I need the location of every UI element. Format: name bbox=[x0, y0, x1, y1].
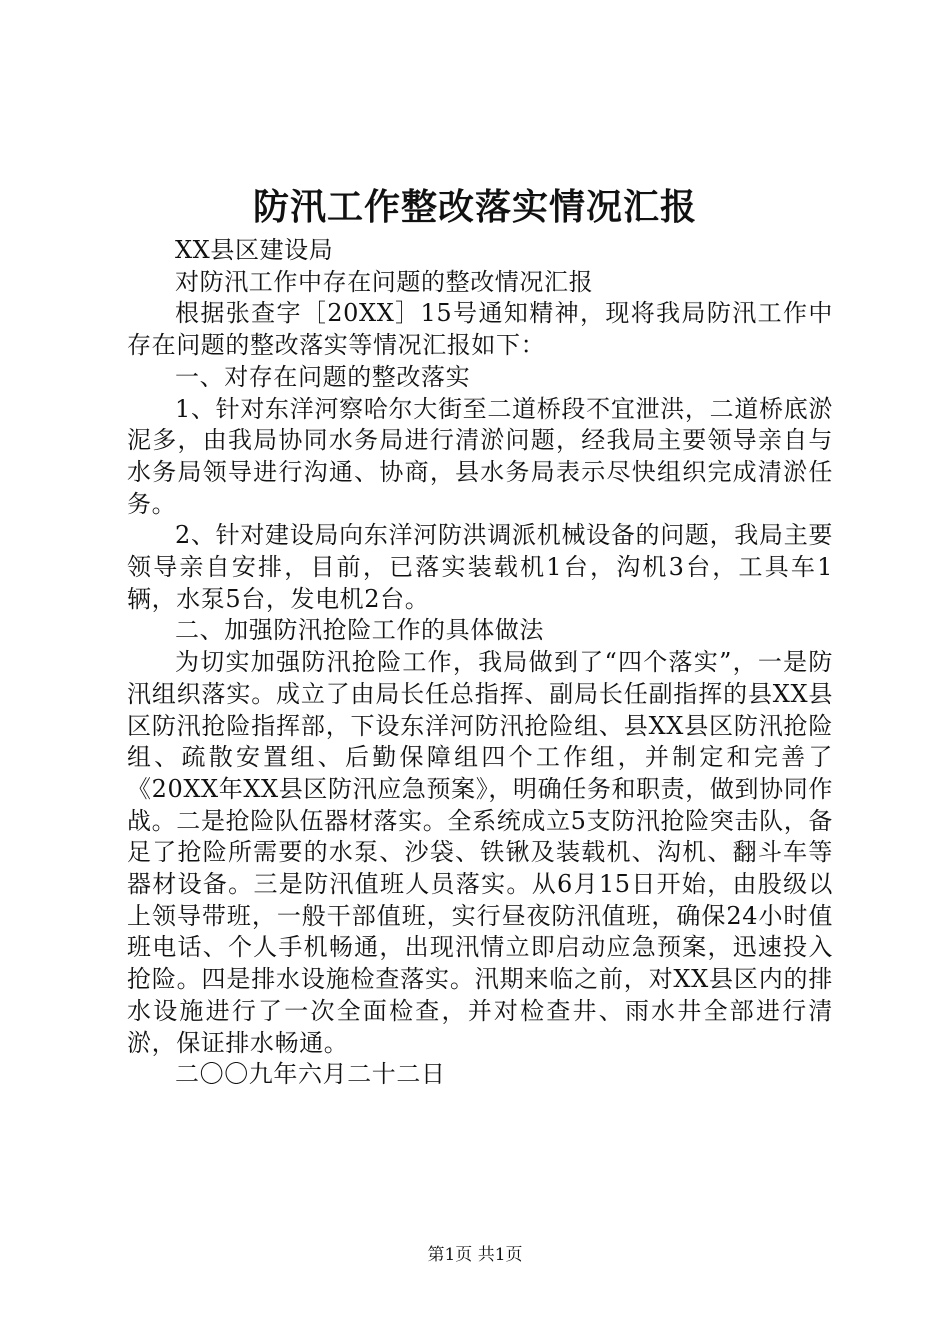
paragraph-organization: XX县区建设局 bbox=[175, 236, 334, 264]
paragraph-date: 二〇〇九年六月二十二日 bbox=[175, 1060, 446, 1089]
paragraph-intro: 根据张查字［20XX］15号通知精神，现将我局防汛工作中存在问题的整改落实等情况汇报如下： bbox=[127, 299, 833, 360]
document-body bbox=[127, 235, 833, 1091]
section-heading-2: 二、加强防汛抢险工作的具体做法 bbox=[175, 616, 544, 645]
section-heading-1: 一、对存在问题的整改落实 bbox=[175, 362, 471, 391]
paragraph-item-1: 1、针对东洋河察哈尔大街至二道桥段不宜泄洪，二道桥底淤泥多，由我局协同水务局进行清淤问题，经我局主要领导亲自与水务局领导进行沟通、协商，县水务局表示尽快组织完成清淤任务。 bbox=[127, 394, 833, 518]
page-footer: 第1页 共1页 bbox=[427, 1245, 523, 1265]
paragraph-item-2: 2、针对建设局向东洋河防洪调派机械设备的问题，我局主要领导亲自安排，目前，已落实装载机1台，沟机3台，工具车1辆，水泵5台，发电机2台。 bbox=[127, 521, 833, 613]
paragraph-measures: 为切实加强防汛抢险工作，我局做到了“四个落实”，一是防汛组织落实。成立了由局长任总指挥、副局长任副指挥的县XX县区防汛抢险指挥部，下设东洋河防汛抢险组、县XX县区防汛抢险组、疏散安置组、后勤保障组四个工作组，并制定和完善了《20XX年XX县区防汛应急预案》，明确任务和职责，做到协同作战。二是抢险队伍器材落实。全系统成立5支防汛抢险突击队，备足了抢险所需要的水泵、沙袋、铁锹及装载机、沟机、翻斗车等器材设备。三是防汛值班人员落实。从6月15日开始，由股级以上领导带班，一般干部值班，实行昼夜防汛值班，确保24小时值班电话、个人手机畅通，出现汛情立即启动应急预案，迅速投入抢险。四是排水设施检查落实。汛期来临之前，对XX县区内的排水设施进行了一次全面检查，并对检查井、雨水井全部进行清淤，保证排水畅通。 bbox=[127, 648, 833, 1057]
document-title: 防汛工作整改落实情况汇报 bbox=[252, 186, 697, 228]
paragraph-subject: 对防汛工作中存在问题的整改情况汇报 bbox=[175, 267, 594, 296]
